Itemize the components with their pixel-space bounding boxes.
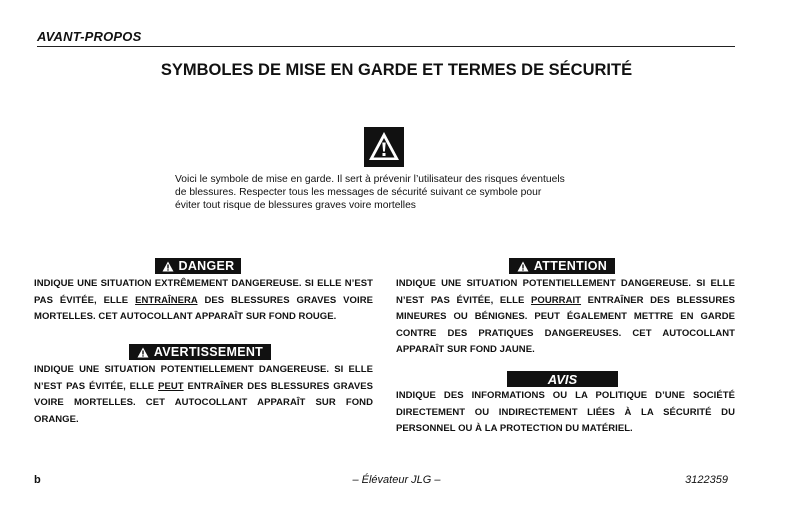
- attention-text: INDIQUE UNE SITUATION POTENTIELLEMENT DANGEREUSE. SI ELLE N’EST PAS ÉVITÉE, ELLE: [396, 278, 735, 306]
- danger-signal-word: [155, 258, 241, 274]
- intro-paragraph: [175, 173, 615, 212]
- warning-triangle-icon: [364, 127, 404, 167]
- avertissement-text: ENTRAÎNER DES BLESSURES GRAVES VOIRE MORTELLES. CET AUTOCOLLANT APPARAÎT SUR FOND ORANGE.: [34, 380, 373, 425]
- danger-emphasis: ENTRAÎNERA: [135, 294, 198, 306]
- danger-text: DES BLESSURES GRAVES VOIRE MORTELLES. CET AUTOCOLLANT APPARAÎT SUR FOND ROUGE.: [34, 294, 373, 322]
- attention-label: ATTENTION: [533, 259, 608, 273]
- alert-triangle-icon: [162, 261, 174, 272]
- danger-label: DANGER: [178, 259, 235, 273]
- avertissement-label: AVERTISSEMENT: [153, 345, 264, 359]
- danger-text: INDIQUE UNE SITUATION EXTRÊMEMENT DANGEREUSE. SI ELLE N’EST PAS ÉVITÉE, ELLE: [34, 278, 373, 306]
- page-number: b: [34, 474, 41, 486]
- danger-description: [34, 276, 373, 326]
- attention-text: ENTRAÎNER DES BLESSURES MINEURES OU BÉNIGNES. PEUT ÉGALEMENT METTRE EN GARDE CONTRE DES PRATIQUES DANGEREUSES. CET AUTOCOLLANT APPARAÎT SUR FOND JAUNE.: [396, 294, 736, 355]
- alert-triangle-icon: [137, 347, 149, 358]
- document-number: 3122359: [685, 474, 728, 486]
- footer-title: – Élévateur JLG –: [352, 474, 441, 486]
- avertissement-text: INDIQUE UNE SITUATION POTENTIELLEMENT DANGEREUSE. SI ELLE N’EST PAS ÉVITÉE, ELLE: [34, 364, 373, 392]
- attention-description: [396, 276, 735, 359]
- alert-triangle-icon: [517, 261, 529, 272]
- avis-description: INDIQUE DES INFORMATIONS OU LA POLITIQUE D’UNE SOCIÉTÉ DIRECTEMENT OU INDIRECTEMENT LIÉES À LA SÉCURITÉ DU PERSONNEL OU À LA PROTECTION DU MATÉRIEL.: [396, 390, 735, 434]
- avertissement-signal-word: [129, 344, 271, 360]
- intro-line: Voici le symbole de mise en garde. Il sert à prévenir l’utilisateur des risques éventuels: [175, 174, 565, 185]
- intro-line: éviter tout risque de blessures graves voire mortelles: [175, 200, 416, 211]
- header-rule: [37, 46, 735, 47]
- attention-signal-word: [509, 258, 615, 274]
- page-title: SYMBOLES DE MISE EN GARDE ET TERMES DE SÉCURITÉ: [160, 61, 633, 79]
- avertissement-emphasis: PEUT: [158, 380, 184, 392]
- intro-line: de blessures. Respecter tous les messages de sécurité suivant ce symbole pour: [175, 187, 542, 198]
- avis-signal-word: [507, 371, 618, 387]
- avis-label: AVIS: [547, 371, 578, 387]
- attention-emphasis: POURRAIT: [531, 294, 582, 306]
- section-header: AVANT-PROPOS: [37, 29, 142, 44]
- avertissement-description: [34, 362, 373, 428]
